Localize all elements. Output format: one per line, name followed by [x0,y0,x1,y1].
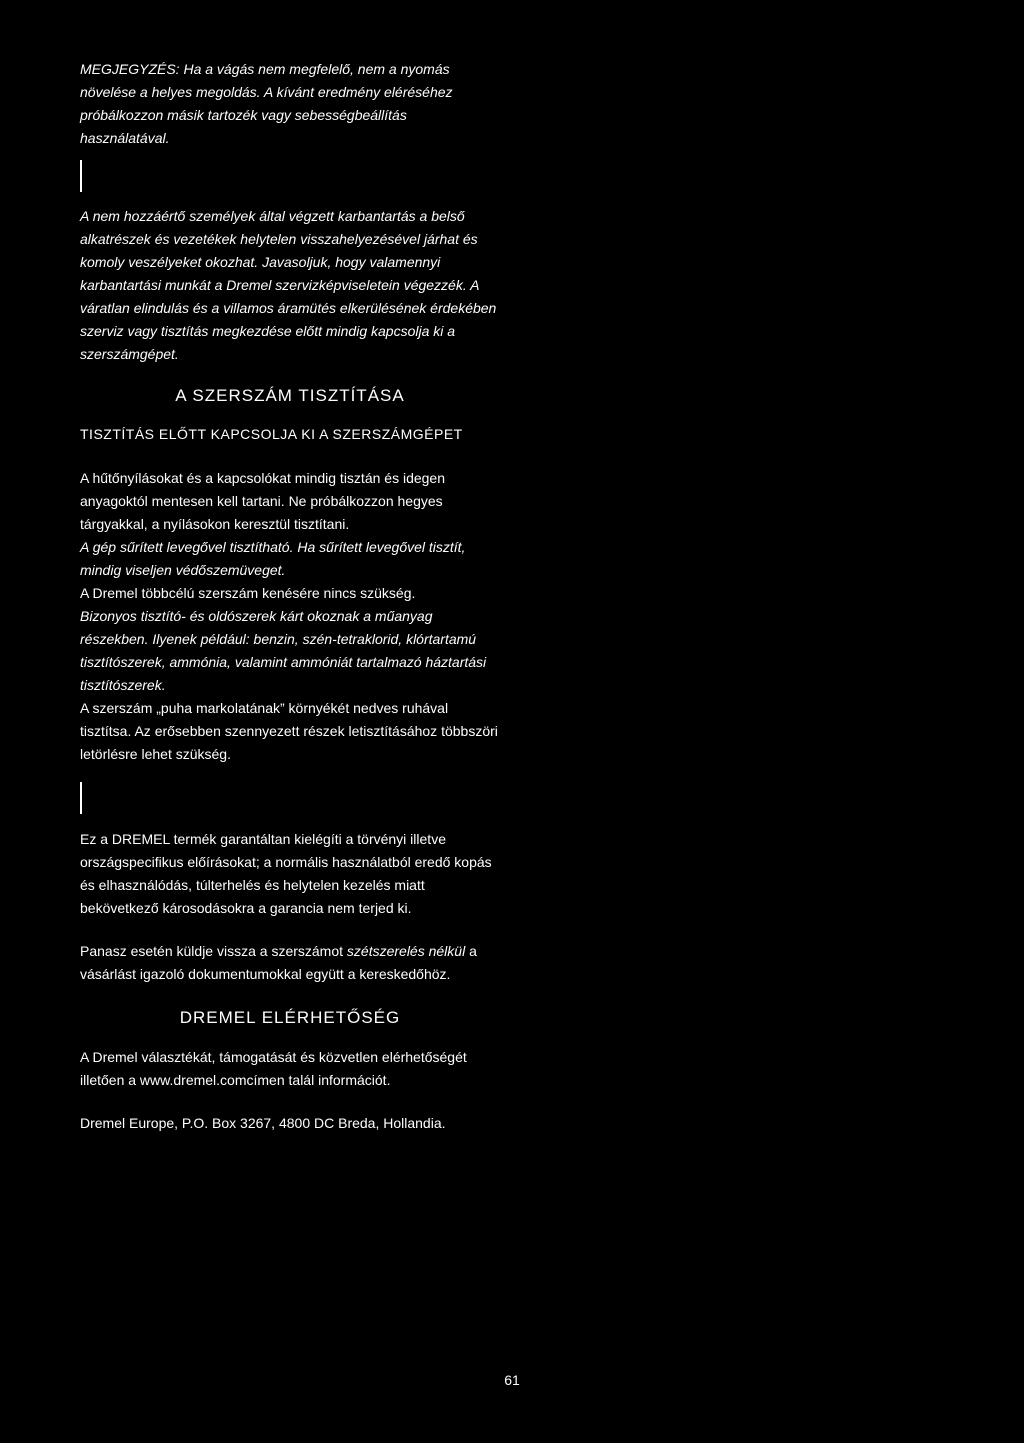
warranty-p2-emphasis: szétszerelés nélkül [346,943,466,959]
warranty-p2 [80,940,500,986]
note-label: MEGJEGYZÉS: [80,61,180,77]
cleaning-p2: A gép sűrített levegővel tisztítható. Ha sűrített levegővel tisztít, mindig viseljen védőszemüveget. [80,539,466,578]
contact-p1: A Dremel választékát, támogatását és közvetlen elérhetőségét illetően a www.dremel.comcímen talál információt. [80,1049,467,1088]
section-marker-bar [80,160,82,192]
contact-p2: Dremel Europe, P.O. Box 3267, 4800 DC Breda, Hollandia. [80,1115,446,1131]
contact-heading: DREMEL ELÉRHETŐSÉG [179,1008,401,1027]
cleaning-p1: A hűtőnyílásokat és a kapcsolókat mindig tisztán és idegen anyagoktól mentesen kell tartani. Ne próbálkozzon hegyes tárgyakkal, a nyílásokon keresztül tisztítani. [80,470,445,532]
note-text: Ha a vágás nem megfelelő, nem a nyomás növelése a helyes megoldás. A kívánt eredmény eléréséhez próbálkozzon másik tartozék vagy sebességbeállítás használatával. [80,61,453,146]
contact-body [80,1046,500,1135]
warranty-body [80,828,500,986]
cleaning-heading: A SZERSZÁM TISZTÍTÁSA [175,386,405,405]
cleaning-subheading: TISZTÍTÁS ELŐTT KAPCSOLJA KI A SZERSZÁMGÉPET [80,426,463,442]
cleaning-p5: A szerszám „puha markolatának” környékét nedves ruhával tisztítsa. Az erősebben szennyezett részek letisztításához többszöri letörlésre lehet szükség. [80,700,498,762]
maintenance-paragraph [80,205,500,366]
warranty-p2-start: Panasz esetén küldje vissza a szerszámot [80,943,347,959]
cleaning-p4: Bizonyos tisztító- és oldószerek kárt okoznak a műanyag részekben. Ilyenek például: benzin, szén-tetraklorid, klórtartamú tisztítószerek, ammónia, valamint ammóniát tartalmazó háztartási tisztítószerek. [80,608,487,693]
section-marker-bar [80,782,82,814]
cleaning-p3: A Dremel többcélú szerszám kenésére nincs szükség. [80,585,416,601]
page-number: 61 [504,1372,520,1388]
cleaning-body [80,467,500,766]
warranty-p1: Ez a DREMEL termék garantáltan kielégíti a törvényi illetve országspecifikus előírásokat; a normális használatból eredő kopás és elhasználódás, túlterhelés és helytelen kezelés miatt bekövetkező károsodásokra a garancia nem terjed ki. [80,831,492,916]
warranty-p2-end: a vásárlást igazoló dokumentumokkal együtt a kereskedőhöz. [80,943,477,982]
note-paragraph [80,58,500,150]
maintenance-text: A nem hozzáértő személyek által végzett karbantartás a belső alkatrészek és vezetékek helytelen visszahelyezésével járhat és komoly veszélyeket okozhat. Javasoljuk, hogy valamennyi karbantartási munkát a Dremel szervizképviseletein végezzék. A váratlan elindulás és a villamos áramütés elkerülésének érdekében szerviz vagy tisztítás megkezdése előtt mindig kapcsolja ki a szerszámgépet. [80,208,497,362]
